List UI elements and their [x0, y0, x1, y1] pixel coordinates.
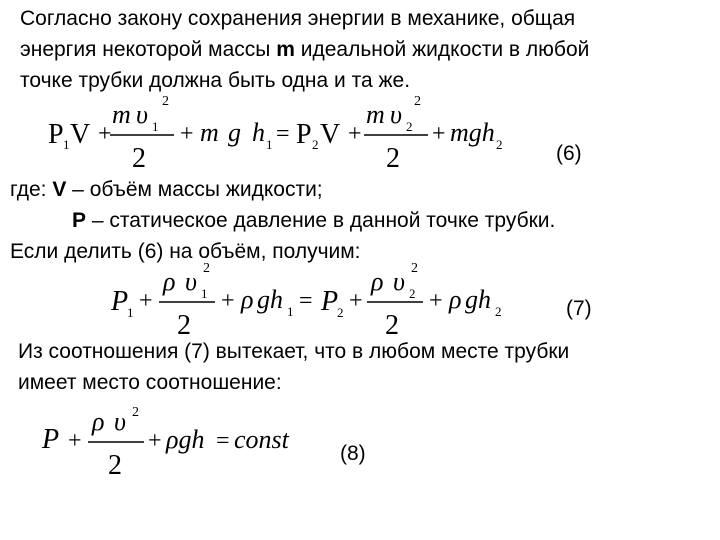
eq6-P1-sub: 1 [63, 137, 70, 152]
conclusion-line-1: Из соотношения (7) вытекает, что в любом месте трубки [18, 340, 570, 363]
mass-symbol: m [276, 38, 295, 61]
eq8-upsilon-sq: 2 [132, 405, 139, 420]
eq7-gh2: gh [465, 285, 491, 314]
eq8-plus-2: + [148, 428, 162, 454]
volume-definition: – объём массы жидкости; [66, 178, 323, 201]
eq7-plus-2: + [221, 288, 235, 314]
eq6-upsilon1: υ [136, 100, 148, 129]
pressure-definition: – статическое давление в данной точке трубки. [86, 209, 556, 232]
eq6-P1: P [48, 119, 64, 150]
eq6-P2-sub: 2 [312, 137, 319, 152]
definition-P [72, 208, 555, 234]
eq6-m1: m [112, 100, 131, 129]
eq7-upsilon2-sq: 2 [411, 262, 418, 276]
eq7-gh2-sub: 2 [495, 304, 502, 319]
pressure-symbol: P [72, 209, 87, 232]
eq7-upsilon1-sq: 2 [203, 262, 210, 276]
eq6-P2: P [296, 119, 312, 150]
eq6-plus-4: + [432, 121, 446, 147]
eq7-upsilon2: υ [393, 267, 405, 296]
equation-8 [38, 402, 318, 487]
eq6-mgh2: mgh [450, 118, 495, 147]
volume-symbol: V [52, 178, 67, 201]
eq6-m2: m [200, 118, 219, 147]
conclusion-line-2: имеет место соотношение: [18, 371, 282, 394]
where-label: где: [10, 178, 53, 201]
eq8-const: const [234, 425, 289, 454]
eq8-rhogh: ρgh [166, 425, 205, 454]
divide-instruction: Если делить (6) на объём, получим: [10, 240, 361, 263]
eq6-plus-2: + [180, 121, 194, 147]
eq6-plus-1: + [98, 121, 112, 147]
eq6-upsilon1-sq: 2 [162, 95, 169, 109]
eq8-upsilon: υ [114, 407, 126, 436]
eq7-P1-sub: 1 [127, 305, 134, 320]
eq8-denom: 2 [108, 450, 122, 481]
eq8-rho: ρ [92, 407, 105, 436]
intro-line-2-post: идеальной жидкости в любой [294, 38, 590, 61]
intro-line-2 [20, 37, 589, 63]
eq6-m3: m [366, 100, 385, 129]
eq6-denom-2: 2 [386, 143, 400, 174]
eq7-upsilon2-sub: 2 [409, 286, 416, 301]
eq6-upsilon2-sq: 2 [414, 95, 421, 109]
eq7-rho2: ρ [241, 285, 254, 314]
eq6-upsilon2: υ [390, 100, 402, 129]
eq7-P2: P [321, 286, 339, 317]
eq6-upsilon2-sub: 2 [406, 119, 413, 134]
intro-line-1: Согласно закону сохранения энергии в механике, общая [20, 7, 576, 30]
eq7-plus-1: + [139, 288, 153, 314]
eq8-P: P [42, 424, 60, 455]
eq8-plus-1: + [68, 428, 82, 454]
eq6-V1: V [70, 119, 91, 150]
eq7-P1: P [111, 286, 129, 317]
eq6-plus-3: + [348, 121, 362, 147]
eq6-upsilon1-sub: 1 [152, 119, 159, 134]
equation-6-label: (6) [556, 142, 582, 165]
eq7-gh1-sub: 1 [287, 304, 294, 319]
equation-6 [40, 95, 520, 180]
equation-7 [105, 262, 515, 347]
equation-8-label: (8) [340, 442, 366, 465]
eq7-plus-4: + [429, 288, 443, 314]
eq6-h1-sub: 1 [266, 137, 273, 152]
intro-line-3: точке трубки должна быть одна и та же. [20, 69, 411, 92]
eq7-denom-1: 2 [177, 310, 191, 341]
eq8-equals: = [216, 428, 230, 454]
eq6-h1: h [252, 118, 265, 147]
equation-7-label: (7) [566, 297, 592, 320]
eq7-denom-2: 2 [385, 310, 399, 341]
eq6-mgh2-sub: 2 [496, 137, 503, 152]
intro-line-2-pre: энергия некоторой массы [20, 38, 277, 61]
eq6-equals: = [276, 121, 290, 147]
eq7-rho3: ρ [371, 267, 384, 296]
eq7-gh1: gh [257, 285, 283, 314]
eq6-g: g [228, 118, 241, 147]
eq7-P2-sub: 2 [337, 305, 344, 320]
eq7-equals: = [299, 288, 313, 314]
eq7-upsilon1: υ [185, 267, 197, 296]
definition-V [10, 177, 323, 203]
eq7-plus-3: + [349, 288, 363, 314]
eq6-denom-1: 2 [132, 143, 146, 174]
eq7-upsilon1-sub: 1 [201, 286, 208, 301]
eq6-V2: V [320, 119, 341, 150]
eq7-rho4: ρ [449, 285, 462, 314]
eq7-rho1: ρ [163, 267, 176, 296]
